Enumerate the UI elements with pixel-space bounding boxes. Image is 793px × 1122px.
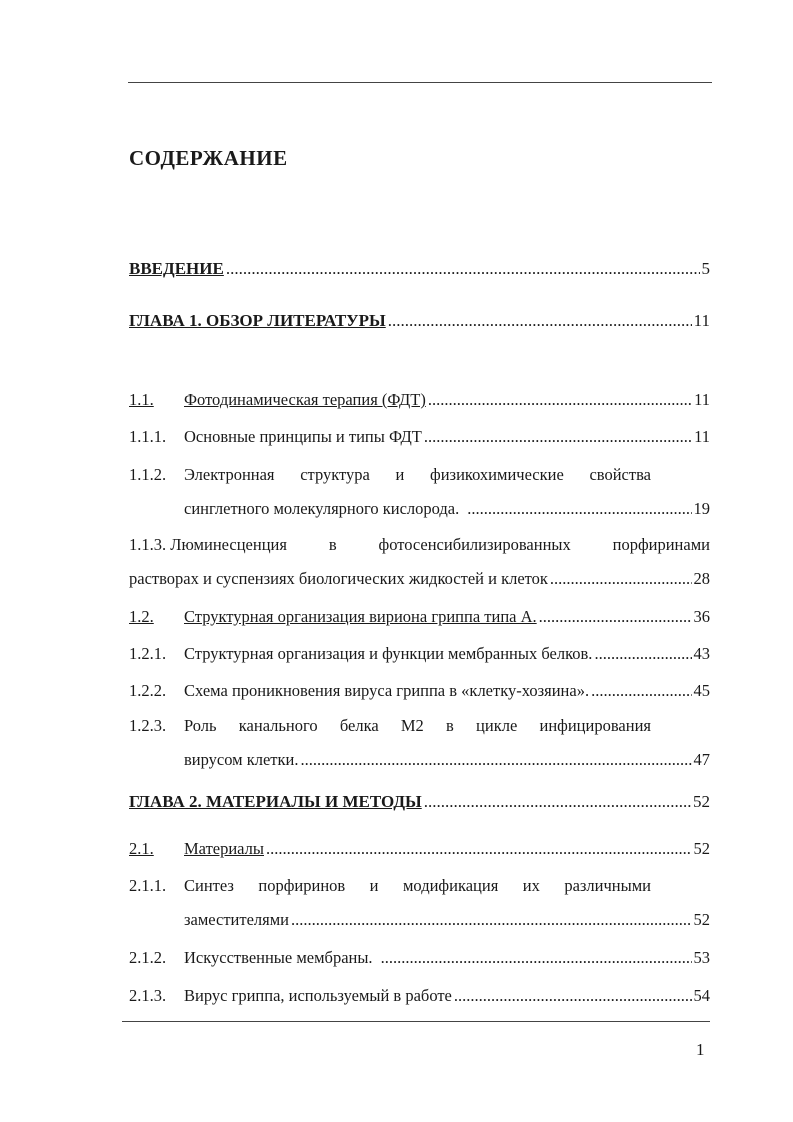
toc-entry-chapter-2 xyxy=(129,791,710,813)
toc-entry-number: 1.2.1. xyxy=(129,644,167,663)
toc-entry-title: ГЛАВА 2. МАТЕРИАЛЫ И МЕТОДЫ xyxy=(129,792,422,811)
page-number: 1 xyxy=(696,1040,705,1059)
toc-entry-2-1-3 xyxy=(129,985,710,1007)
toc-entry-page: 52 xyxy=(693,839,710,858)
toc-entry-2-1-1-cont xyxy=(184,909,710,931)
toc-entry-page: 45 xyxy=(693,681,710,700)
word: Электронная xyxy=(184,465,275,484)
toc-entry-title: ГЛАВА 1. ОБЗОР ЛИТЕРАТУРЫ xyxy=(129,311,386,330)
toc-entry-1-1-3 xyxy=(129,534,710,556)
toc-entry-chapter-1 xyxy=(129,310,710,332)
toc-entry-title: Искусственные мембраны. xyxy=(184,948,373,967)
toc-entry-1-1-2 xyxy=(129,464,651,486)
toc-entry-number: 1.1.1. xyxy=(129,427,167,446)
toc-entry-page: 28 xyxy=(693,569,710,588)
word: канального xyxy=(238,716,318,735)
toc-entry-1-2-2 xyxy=(129,680,710,702)
toc-entry-title-word: порфиринами xyxy=(612,535,710,554)
toc-entry-number: 1.2.3. xyxy=(129,716,167,735)
leader-dots xyxy=(266,838,692,860)
toc-entry-page: 54 xyxy=(693,986,710,1005)
toc-entry-page: 5 xyxy=(701,259,710,278)
bottom-rule xyxy=(122,1021,710,1022)
toc-entry-number: 1.1. xyxy=(129,390,154,409)
toc-entry-page: 53 xyxy=(693,948,710,967)
toc-entry-title: Материалы xyxy=(184,839,264,858)
toc-entry-title-word: в xyxy=(328,535,337,554)
toc-entry-page: 47 xyxy=(693,750,710,769)
toc-entry-page: 11 xyxy=(693,311,710,330)
word: порфиринов xyxy=(258,876,346,895)
toc-entry-title-line-2: заместителями xyxy=(184,910,290,929)
toc-entry-title-line-1 xyxy=(184,715,651,737)
toc-entry-2-1-2 xyxy=(129,947,710,969)
toc-entry-title: Структурная организация и функции мембранных белков. xyxy=(184,644,593,663)
toc-entry-number: 2.1.1. xyxy=(129,876,167,895)
toc-entry-title: Схема проникновения вируса гриппа в «клетку-хозяина». xyxy=(184,681,590,700)
toc-entry-page: 36 xyxy=(693,607,710,626)
leader-dots xyxy=(381,947,692,969)
toc-entry-number: 1.2.2. xyxy=(129,681,167,700)
word: свойства xyxy=(589,465,651,484)
word: и xyxy=(395,465,405,484)
toc-entry-title: Основные принципы и типы ФДТ xyxy=(184,427,422,446)
toc-entry-1-2 xyxy=(129,606,710,628)
top-rule xyxy=(128,82,712,83)
toc-entry-page: 52 xyxy=(693,792,710,811)
toc-entry-number: 2.1. xyxy=(129,839,154,858)
toc-entry-page: 19 xyxy=(693,499,710,518)
leader-dots xyxy=(591,680,691,702)
toc-entry-title-line-1 xyxy=(184,464,651,486)
toc-entry-title-line-2: вирусом клетки. xyxy=(184,750,299,769)
leader-dots xyxy=(301,749,692,771)
toc-entry-number: 2.1.3. xyxy=(129,986,167,1005)
word: структура xyxy=(300,465,370,484)
toc-entry-2-1 xyxy=(129,838,710,860)
word: М2 xyxy=(400,716,424,735)
toc-entry-title: Структурная организация вириона гриппа типа А. xyxy=(184,607,537,626)
toc-entry-title-word: фотосенсибилизированных xyxy=(378,535,571,554)
toc-entry-number: 1.1.2. xyxy=(129,465,167,484)
leader-dots xyxy=(388,310,692,332)
leader-dots xyxy=(467,498,691,520)
word: Синтез xyxy=(184,876,234,895)
toc-entry-title-line-2: растворах и суспензиях биологических жидкостей и клеток xyxy=(129,569,548,588)
toc-entry-page: 43 xyxy=(693,644,710,663)
toc-entry-number: 1.2. xyxy=(129,607,154,626)
word: их xyxy=(522,876,540,895)
toc-entry-1-1-2-cont xyxy=(184,498,710,520)
leader-dots xyxy=(226,258,700,280)
page-title: СОДЕРЖАНИЕ xyxy=(129,146,288,170)
leader-dots xyxy=(291,909,691,931)
leader-dots xyxy=(428,389,692,411)
toc-entry-title: ВВЕДЕНИЕ xyxy=(129,259,224,278)
word: Роль xyxy=(184,716,217,735)
toc-entry-intro xyxy=(129,258,710,280)
toc-entry-title-line-1 xyxy=(184,875,651,897)
toc-entry-title-line-2: синглетного молекулярного кислорода. xyxy=(184,499,460,518)
leader-dots xyxy=(594,643,691,665)
toc-entry-1-2-3-cont xyxy=(184,749,710,771)
leader-dots xyxy=(454,985,692,1007)
word: и xyxy=(369,876,379,895)
word: белка xyxy=(339,716,379,735)
leader-dots xyxy=(539,606,692,628)
leader-dots xyxy=(424,791,691,813)
toc-entry-1-1-3-cont xyxy=(129,568,710,590)
word: цикле xyxy=(476,716,518,735)
word: различными xyxy=(564,876,651,895)
toc-entry-number: 2.1.2. xyxy=(129,948,167,967)
word: инфицирования xyxy=(539,716,651,735)
toc-entry-1-1-1 xyxy=(129,426,710,448)
toc-entry-page: 52 xyxy=(693,910,710,929)
leader-dots xyxy=(550,568,692,590)
toc-entry-page: 11 xyxy=(694,427,710,446)
toc-entry-1-2-1 xyxy=(129,643,710,665)
leader-dots xyxy=(424,426,692,448)
toc-entry-1-1 xyxy=(129,389,710,411)
toc-entry-page: 11 xyxy=(694,390,710,409)
toc-entry-title-word: 1.1.3. Люминесценция xyxy=(129,535,287,554)
word: модификация xyxy=(402,876,499,895)
word: физикохимические xyxy=(430,465,564,484)
toc-entry-title: Фотодинамическая терапия (ФДТ) xyxy=(184,390,426,409)
toc-entry-1-2-3 xyxy=(129,715,651,737)
toc-entry-title: Вирус гриппа, используемый в работе xyxy=(184,986,452,1005)
toc-entry-2-1-1 xyxy=(129,875,651,897)
word: в xyxy=(446,716,454,735)
